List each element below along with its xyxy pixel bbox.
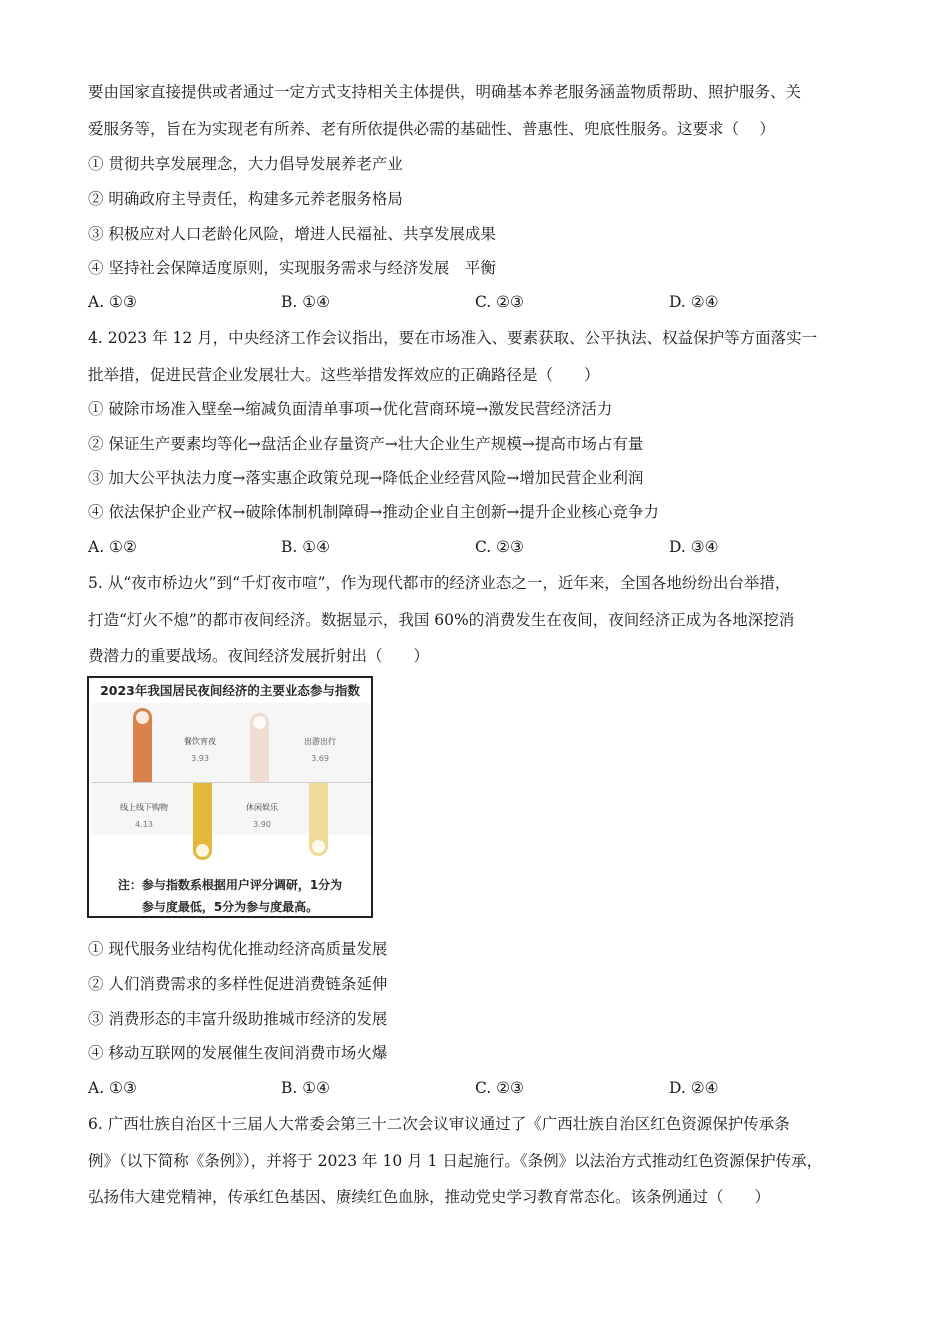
q4-option-d: D. ③④ <box>669 538 719 556</box>
q3-stem-line-1: 要由国家直接提供或者通过一定方式支持相关主体提供，明确基本养老服务涵盖物质帮助、照护服务、关 <box>88 83 802 101</box>
q5-stem-line-1: 5. 从“夜市桥边火”到“千灯夜市喧”，作为现代都市的经济业态之一，近年来，全国各地纷纷出台举措， <box>88 574 791 592</box>
chart-value-label-2: 3.93 <box>191 754 209 763</box>
chart-center-axis <box>91 782 371 783</box>
chart-bar-3 <box>309 783 328 856</box>
q4-item-3: ③ 加大公平执法力度→落实惠企政策兑现→降低企业经营风险→增加民营企业利润 <box>88 469 644 487</box>
night-economy-chart <box>87 676 373 918</box>
q3-option-c: C. ②③ <box>475 293 524 311</box>
chart-bar-2 <box>133 708 152 782</box>
q3-item-3: ③ 积极应对人口老龄化风险，增进人民福祉、共享发展成果 <box>88 225 496 243</box>
q5-option-d: D. ②④ <box>669 1079 719 1097</box>
q6-stem-line-2: 例》（以下简称《条例》），并将于 2023 年 10 月 1 日起施行。《条例》以法治方式推动红色资源保护传承， <box>88 1152 823 1170</box>
q5-options <box>88 1078 848 1098</box>
q4-item-2: ② 保证生产要素均等化→盘活企业存量资产→壮大企业生产规模→提高市场占有量 <box>88 435 644 453</box>
chart-value-label-4: 3.69 <box>311 754 329 763</box>
q4-option-c: C. ②③ <box>475 538 524 556</box>
q3-item-4: ④ 坚持社会保障适度原则，实现服务需求与经济发展 平衡 <box>88 259 496 277</box>
q4-item-4: ④ 依法保护企业产权→破除体制机制障碍→推动企业自主创新→提升企业核心竞争力 <box>88 503 659 521</box>
q5-item-1: ① 现代服务业结构优化推动经济高质量发展 <box>88 940 388 958</box>
q5-stem-line-3: 费潜力的重要战场。夜间经济发展折射出（ ） <box>88 647 430 665</box>
chart-bar-4 <box>250 713 269 782</box>
q5-option-a: A. ①③ <box>88 1079 137 1097</box>
q4-option-b: B. ①④ <box>281 538 331 556</box>
q4-options <box>88 537 848 557</box>
leisure-icon <box>312 840 325 853</box>
q6-stem-line-3: 弘扬伟大建党精神，传承红色基因、赓续红色血脉，推动党史学习教育常态化。该条例通过（ ） <box>88 1188 771 1206</box>
chart-note-line-2: 参与度最低，5分为参与度最高。 <box>141 900 319 914</box>
q5-stem-line-2: 打造“灯火不熄”的都市夜间经济。数据显示，我国 60%的消费发生在夜间，夜间经济正成为各地深挖消 <box>88 611 795 629</box>
q3-stem-line-2: 爱服务等，旨在为实现老有所养、老有所依提供必需的基础性、普惠性、兜底性服务。这要求（ ） <box>88 120 775 138</box>
q3-option-d: D. ②④ <box>669 293 719 311</box>
q3-option-a: A. ①③ <box>88 293 137 311</box>
q5-item-3: ③ 消费形态的丰富升级助推城市经济的发展 <box>88 1010 388 1028</box>
q3-item-2: ② 明确政府主导责任，构建多元养老服务格局 <box>88 190 403 208</box>
chart-value-label-1: 4.13 <box>135 820 153 829</box>
chart-category-label-4: 出游出行 <box>304 737 336 746</box>
q5-option-b: B. ①④ <box>281 1079 331 1097</box>
shopping-bag-icon <box>196 844 209 857</box>
chart-bar-1 <box>193 783 212 860</box>
chart-category-label-3: 休闲娱乐 <box>246 803 278 812</box>
q4-stem-line-2: 批举措，促进民营企业发展壮大。这些举措发挥效应的正确路径是（ ） <box>88 366 600 384</box>
q5-option-c: C. ②③ <box>475 1079 524 1097</box>
chart-category-label-1: 线上线下购物 <box>120 803 168 812</box>
q6-stem-line-1: 6. 广西壮族自治区十三届人大常委会第三十二次会议审议通过了《广西壮族自治区红色资源保护传承条 <box>88 1115 790 1133</box>
q4-item-1: ① 破除市场准入壁垒→缩减负面清单事项→优化营商环境→激发民营经济活力 <box>88 400 613 418</box>
q3-item-1: ① 贯彻共享发展理念，大力倡导发展养老产业 <box>88 155 403 173</box>
q5-item-4: ④ 移动互联网的发展催生夜间消费市场火爆 <box>88 1044 388 1062</box>
chart-value-label-3: 3.90 <box>253 820 271 829</box>
q5-item-2: ② 人们消费需求的多样性促进消费链条延伸 <box>88 975 388 993</box>
chart-title: 2023年我国居民夜间经济的主要业态参与指数 <box>100 683 360 698</box>
chart-note-line-1: 注：参与指数系根据用户评分调研，1分为 <box>117 878 343 892</box>
chart-category-label-2: 餐饮宵夜 <box>184 737 216 746</box>
travel-icon <box>253 716 266 729</box>
q3-options <box>88 292 848 312</box>
q4-option-a: A. ①② <box>88 538 137 556</box>
q3-option-b: B. ①④ <box>281 293 331 311</box>
q4-stem-line-1: 4. 2023 年 12 月，中央经济工作会议指出，要在市场准入、要素获取、公平执法、权益保护等方面落实一 <box>88 329 818 347</box>
restaurant-icon <box>136 711 149 724</box>
